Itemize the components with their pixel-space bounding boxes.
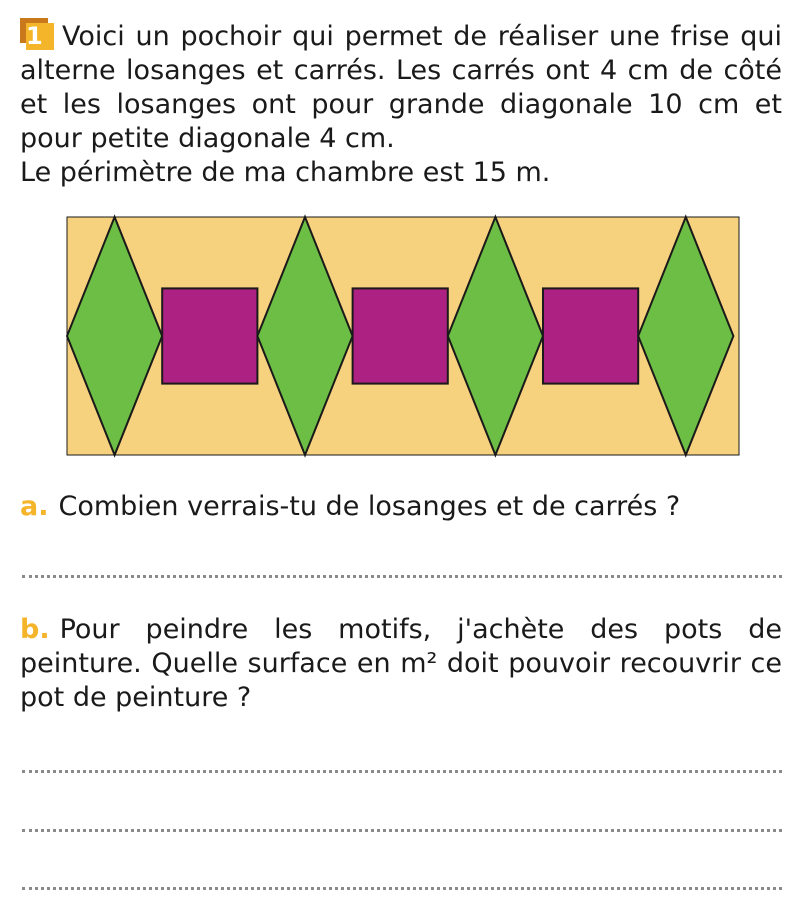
question-a [20,490,782,524]
answer-line-b-1[interactable] [22,770,782,773]
answer-line-a[interactable] [22,575,782,578]
question-a-label: a. [20,491,49,522]
exercise-number: 1 [26,23,54,50]
intro-text: Voici un pochoir qui permet de réaliser une frise qui alterne losanges et carrés. Les carrés ont 4 cm de côté et les losanges ont pour grande diagonale 10 cm et pour petite diagonale 4 cm. [20,21,782,154]
question-b-text: Pour peindre les motifs, j'achète des pots de peinture. Quelle surface en m² doit pouvoir recouvrir ce pot de peinture ? [20,614,782,713]
exercise-intro [20,18,782,190]
square-shape [543,288,638,383]
question-b [20,613,782,715]
answer-line-b-2[interactable] [22,829,782,832]
intro-room-perimeter: Le périmètre de ma chambre est 15 m. [20,157,551,188]
question-a-text: Combien verrais-tu de losanges et de carrés ? [58,491,681,522]
question-b-label: b. [20,614,50,645]
stencil-frieze [60,210,750,465]
square-shape [162,288,257,383]
square-shape [353,288,448,383]
exercise-number-badge [20,18,54,48]
answer-line-b-3[interactable] [22,887,782,890]
